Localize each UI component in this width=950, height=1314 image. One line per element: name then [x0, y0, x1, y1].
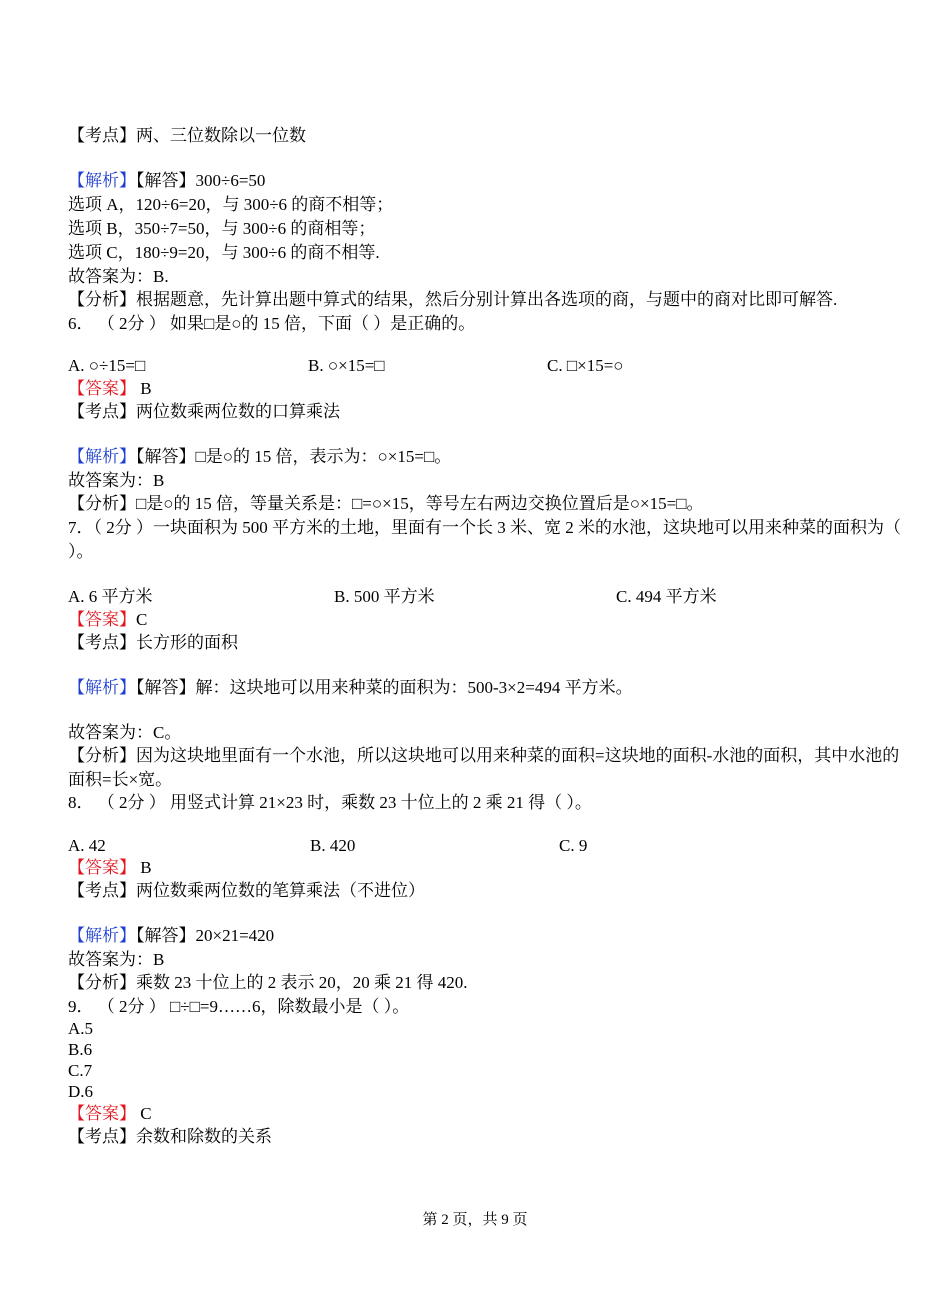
- question-9: 9． （ 2分 ） □÷□=9……6，除数最小是（ ）。: [68, 997, 410, 1016]
- option-c-line: 选项 C，180÷9=20，与 300÷6 的商不相等.: [68, 243, 380, 262]
- q8-jiexi-line: [68, 925, 274, 947]
- q7-option-a: A. 6 平方米: [68, 587, 153, 606]
- analysis-tag: 【解析】: [68, 678, 136, 697]
- q6-jiexi: 【解答】□是○的 15 倍，表示为：○×15=□。: [136, 447, 452, 466]
- q7-fenxi-2: 面积=长×宽。: [68, 770, 173, 789]
- q6-conclusion: 故答案为：B: [68, 471, 165, 490]
- q8-fenxi: 【分析】乘数 23 十位上的 2 表示 20，20 乘 21 得 420.: [68, 973, 468, 992]
- jiexi-line: [68, 170, 265, 192]
- q8-answer: B: [136, 858, 152, 877]
- q6-jiexi-line: [68, 446, 451, 468]
- q6-kaodian: 【考点】两位数乘两位数的口算乘法: [68, 402, 340, 421]
- q8-jiexi: 【解答】20×21=420: [136, 926, 275, 945]
- question-6: 6． （ 2分 ） 如果□是○的 15 倍，下面（ ）是正确的。: [68, 314, 476, 333]
- option-a-line: 选项 A，120÷6=20，与 300÷6 的商不相等；: [68, 195, 394, 214]
- question-8: 8． （ 2分 ） 用竖式计算 21×23 时，乘数 23 十位上的 2 乘 21 得（ ）。: [68, 793, 592, 812]
- fenxi-line: 【分析】根据题意，先计算出题中算式的结果，然后分别计算出各选项的商，与题中的商对比即可解答.: [68, 290, 838, 309]
- q6-answer-line: [68, 378, 152, 400]
- question-7: 7．（ 2分 ）一块面积为 500 平方米的土地，里面有一个长 3 米、宽 2 米的水池，这块地可以用来种菜的面积为（: [68, 518, 901, 537]
- analysis-tag: 【解析】: [68, 926, 136, 945]
- analysis-tag: 【解析】: [68, 447, 136, 466]
- q9-option-d: D.6: [68, 1082, 94, 1101]
- q6-option-a: A. ○÷15=□: [68, 356, 146, 375]
- q7-jiexi-line: [68, 677, 633, 699]
- q8-option-c: C. 9: [559, 836, 588, 855]
- q9-option-b: B.6: [68, 1040, 93, 1059]
- q7-kaodian: 【考点】长方形的面积: [68, 633, 238, 652]
- question-7-cont: ）。: [68, 542, 94, 561]
- page-footer: 第 2 页，共 9 页: [422, 1212, 528, 1228]
- q8-conclusion: 故答案为：B: [68, 950, 165, 969]
- q8-option-a: A. 42: [68, 836, 106, 855]
- q7-answer-line: [68, 609, 147, 631]
- q6-answer: B: [136, 379, 152, 398]
- option-b-line: 选项 B，350÷7=50，与 300÷6 的商相等；: [68, 219, 376, 238]
- q9-option-a: A.5: [68, 1019, 94, 1038]
- q6-option-b: B. ○×15=□: [308, 356, 385, 375]
- answer-tag: 【答案】: [68, 858, 136, 877]
- answer-text: 【解答】300÷6=50: [136, 171, 266, 190]
- q7-option-b: B. 500 平方米: [334, 587, 435, 606]
- q6-fenxi: 【分析】□是○的 15 倍，等量关系是：□=○×15，等号左右两边交换位置后是○×15=□。: [68, 494, 704, 513]
- conclusion-line: 故答案为：B.: [68, 267, 169, 286]
- q9-answer-line: [68, 1103, 152, 1125]
- q6-option-c: C. □×15=○: [547, 356, 624, 375]
- q7-fenxi-1: 【分析】因为这块地里面有一个水池，所以这块地可以用来种菜的面积=这块地的面积-水池的面积，其中水池的: [68, 746, 900, 765]
- q9-kaodian: 【考点】余数和除数的关系: [68, 1127, 272, 1146]
- q7-option-c: C. 494 平方米: [616, 587, 717, 606]
- kaodian-line: 【考点】两、三位数除以一位数: [68, 126, 306, 145]
- q8-answer-line: [68, 857, 152, 879]
- q7-conclusion: 故答案为：C。: [68, 723, 182, 742]
- q8-kaodian: 【考点】两位数乘两位数的笔算乘法（不进位）: [68, 881, 425, 900]
- answer-tag: 【答案】: [68, 379, 136, 398]
- analysis-tag: 【解析】: [68, 171, 136, 190]
- q9-answer: C: [136, 1104, 152, 1123]
- answer-tag: 【答案】: [68, 1104, 136, 1123]
- q8-option-b: B. 420: [310, 836, 356, 855]
- q7-jiexi: 【解答】解：这块地可以用来种菜的面积为：500-3×2=494 平方米。: [136, 678, 633, 697]
- q9-option-c: C.7: [68, 1061, 93, 1080]
- answer-tag: 【答案】: [68, 610, 136, 629]
- q7-answer: C: [136, 610, 148, 629]
